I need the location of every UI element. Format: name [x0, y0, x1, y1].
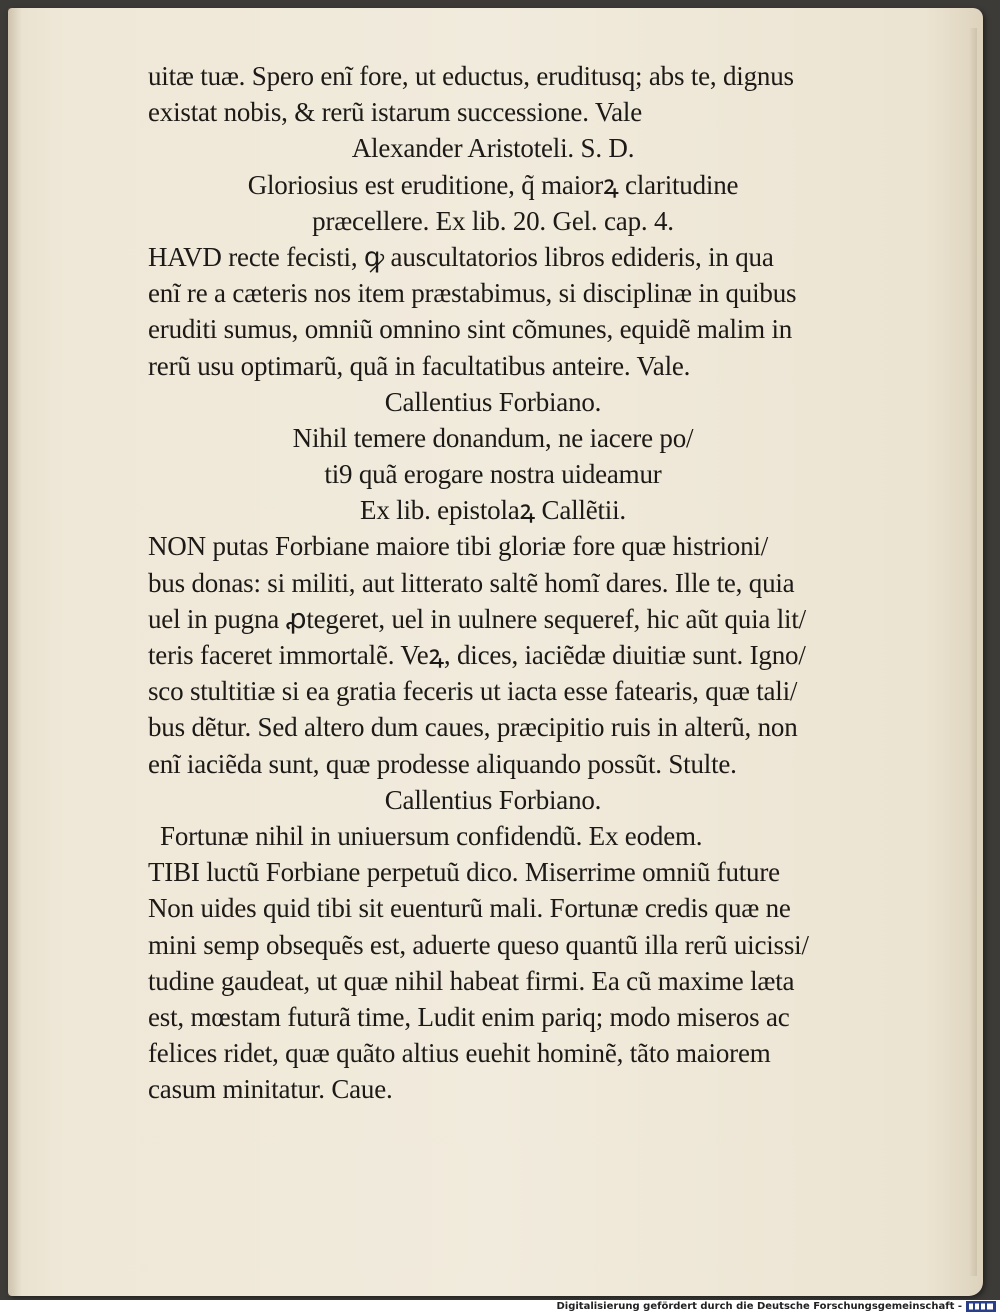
text-line: rerũ usu optimarũ, quã in facultatibus anteire. Vale. — [148, 350, 691, 381]
text-line: enĩ iaciẽda sunt, quæ prodesse aliquando possũt. Stulte. — [148, 748, 737, 779]
text-line: eruditi sumus, omniũ omnino sint cõmunes, equidẽ malim in — [148, 314, 793, 345]
text-line: existat nobis, & rerũ istarum successione. Vale — [148, 97, 642, 128]
text-line: casum minitatur. Caue. — [148, 1074, 393, 1105]
digitization-footer — [0, 1300, 1000, 1313]
footer-credit: Digitalisierung gefördert durch die Deutsche Forschungsgemeinschaft - — [556, 1301, 962, 1312]
text-line: uel in pugna ꝓtegeret, uel in uulnere sequeref, hic aũt quia lit/ — [148, 603, 806, 634]
text-line: felices ridet, quæ quãto altius euehit hominẽ, tãto maiorem — [148, 1038, 771, 1069]
page-text-block — [148, 58, 838, 1107]
text-line: uitæ tuæ. Spero enĩ fore, ut eductus, eruditusq; abs te, dignus — [148, 61, 794, 91]
text-line: tudine gaudeat, ut quæ nihil habeat firmi. Ea cũ maxime læta — [148, 965, 795, 996]
letter-summary: Nihil temere donandum, ne iacere po/ — [292, 422, 694, 453]
letter-heading: Callentius Forbiano. — [384, 784, 602, 815]
text-line: HAVD recte fecisti, ꝙ auscultatorios libros edideris, in qua — [148, 241, 774, 272]
text-line: est, mœstam futurã time, Ludit enim pariq; modo miseros ac — [148, 1001, 790, 1032]
text-line: Non uides quid tibi sit euenturũ mali. Fortunæ credis quæ ne — [148, 893, 791, 924]
letter-summary: Gloriosius est eruditione, q̃ maiorꝝ claritudine — [247, 169, 739, 200]
text-line: NON putas Forbiane maiore tibi gloriæ fore quæ histrioni/ — [148, 531, 769, 562]
text-line: bus dẽtur. Sed altero dum caues, præcipitio ruis in alterũ, non — [148, 712, 798, 743]
text-line: enĩ re a cæteris nos item præstabimus, si disciplinæ in quibus — [148, 278, 797, 309]
letter-source: Ex lib. epistolaꝝ Callẽtii. — [360, 495, 626, 526]
letter-summary: ti9 quã erogare nostra uideamur — [324, 459, 662, 490]
text-line: mini semp obsequẽs est, aduerte queso quantũ illa rerũ uicissi/ — [148, 929, 809, 960]
letter-source: præcellere. Ex lib. 20. Gel. cap. 4. — [312, 205, 674, 236]
text-line: sco stultitiæ si ea gratia feceris ut iacta esse fatearis, quæ tali/ — [148, 676, 798, 707]
text-line: teris faceret immortalẽ. Veꝝ, dices, iaciẽdæ diuitiæ sunt. Igno/ — [148, 640, 806, 670]
letter-summary: Fortunæ nihil in uniuersum confidendũ. Ex eodem. — [160, 820, 703, 851]
text-line: TIBI luctũ Forbiane perpetuũ dico. Miserrime omniũ future — [148, 857, 780, 888]
dfg-logo-icon — [966, 1301, 996, 1312]
book-page — [8, 8, 983, 1296]
text-line: bus donas: si militi, aut litterato saltẽ homĩ dares. Ille te, quia — [148, 567, 795, 598]
letter-heading: Alexander Aristoteli. S. D. — [351, 133, 635, 164]
letter-heading: Callentius Forbiano. — [384, 386, 602, 417]
